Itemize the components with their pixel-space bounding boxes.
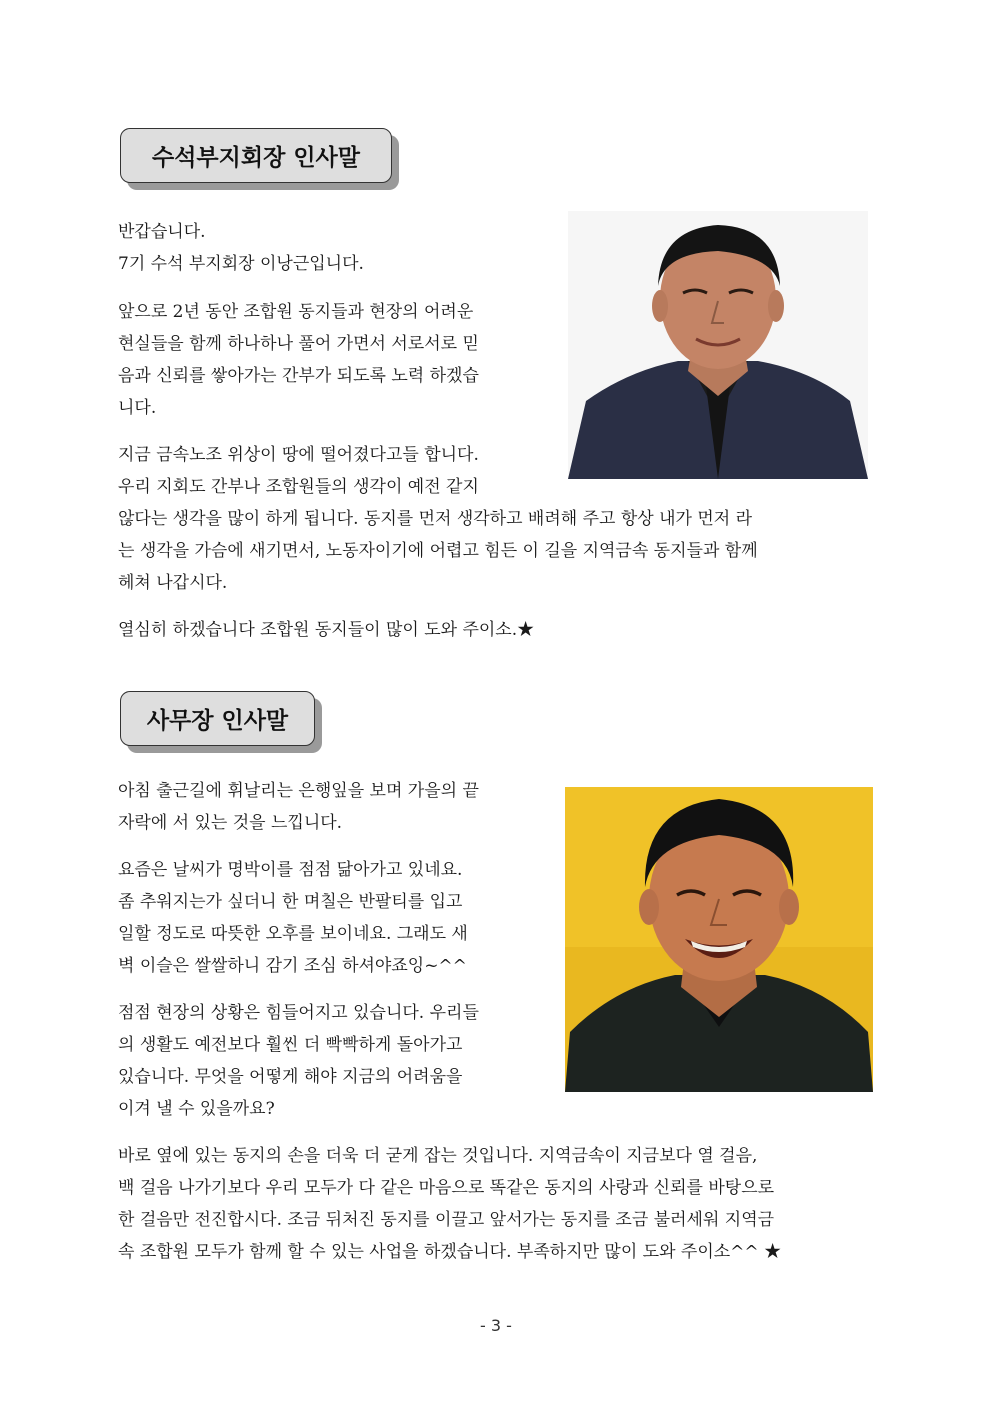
secretary-general-photo: [565, 787, 873, 1092]
paragraph-line: 음과 신뢰를 쌓아가는 간부가 되도록 노력 하겠습: [118, 366, 479, 386]
section1-paragraph-1: [118, 296, 544, 424]
page-number: - 3 -: [480, 1316, 512, 1335]
paragraph-line: 아침 출근길에 휘날리는 은행잎을 보며 가을의 끝: [118, 781, 479, 801]
paragraph-line: 우리 지회도 간부나 조합원들의 생각이 예전 같지: [118, 477, 479, 497]
section2-paragraph-4: [118, 1140, 874, 1268]
paragraph-line: 요즘은 날씨가 명박이를 점점 닮아가고 있네요.: [118, 860, 463, 880]
secretary-general-portrait-image: [565, 787, 873, 1092]
vice-president-portrait-image: [568, 211, 868, 479]
paragraph-line: 현실들을 함께 하나하나 풀어 가면서 서로서로 믿: [118, 334, 479, 354]
paragraph-line: 이겨 낼 수 있을까요?: [118, 1099, 275, 1119]
section2-paragraph-2: [118, 854, 544, 982]
section1-paragraph-2: [118, 439, 544, 503]
section1-title-text: 수석부지회장 인사말: [152, 145, 360, 171]
paragraph-line: 점점 현장의 상황은 힘들어지고 있습니다. 우리들: [118, 1003, 479, 1023]
section2-title: [120, 691, 315, 746]
section1-closing: [118, 614, 874, 646]
closing-line: 열심히 하겠습니다 조합원 동지들이 많이 도와 주이소.★: [118, 620, 535, 640]
paragraph-line: 있습니다. 무엇을 어떻게 해야 지금의 어려움을: [118, 1067, 463, 1087]
paragraph-line: 헤쳐 나갑시다.: [118, 573, 228, 593]
section2-title-text: 사무장 인사말: [146, 708, 289, 734]
paragraph-line: 니다.: [118, 398, 157, 418]
paragraph-line: 자락에 서 있는 것을 느낍니다.: [118, 813, 343, 833]
paragraph-line: 지금 금속노조 위상이 땅에 떨어졌다고들 합니다.: [118, 445, 479, 465]
paragraph-line: 백 걸음 나가기보다 우리 모두가 다 같은 마음으로 똑같은 동지의 사랑과 신뢰를 바탕으로: [118, 1178, 775, 1198]
paragraph-line: 앞으로 2년 동안 조합원 동지들과 현장의 어려운: [118, 302, 474, 322]
section2-paragraph-3: [118, 997, 544, 1125]
paragraph-line: 않다는 생각을 많이 하게 됩니다. 동지를 먼저 생각하고 배려해 주고 항상 내가 먼저 라: [118, 509, 753, 529]
paragraph-line: 벽 이슬은 쌀쌀하니 감기 조심 하셔야죠잉~^^: [118, 956, 467, 976]
paragraph-line: 속 조합원 모두가 함께 할 수 있는 사업을 하겠습니다. 부족하지만 많이 도와 주이소^^ ★: [118, 1242, 782, 1262]
section2-paragraph-1: [118, 775, 544, 839]
vice-president-photo: [568, 211, 868, 479]
section1-paragraph-2-continued: [118, 503, 874, 599]
section1-title: [120, 128, 392, 183]
section1-greeting: [118, 216, 544, 280]
paragraph-line: 는 생각을 가슴에 새기면서, 노동자이기에 어렵고 힘든 이 길을 지역금속 동지들과 함께: [118, 541, 758, 561]
greeting-line: 7기 수석 부지회장 이낭근입니다.: [118, 254, 364, 274]
paragraph-line: 좀 추워지는가 싶더니 한 며칠은 반팔티를 입고: [118, 892, 463, 912]
paragraph-line: 일할 정도로 따뜻한 오후를 보이네요. 그래도 새: [118, 924, 468, 944]
paragraph-line: 의 생활도 예전보다 훨씬 더 빡빡하게 돌아가고: [118, 1035, 463, 1055]
paragraph-line: 바로 옆에 있는 동지의 손을 더욱 더 굳게 잡는 것입니다. 지역금속이 지금보다 열 걸음,: [118, 1146, 758, 1166]
greeting-line: 반갑습니다.: [118, 222, 206, 242]
paragraph-line: 한 걸음만 전진합시다. 조금 뒤처진 동지를 이끌고 앞서가는 동지를 조금 불러세워 지역금: [118, 1210, 775, 1230]
